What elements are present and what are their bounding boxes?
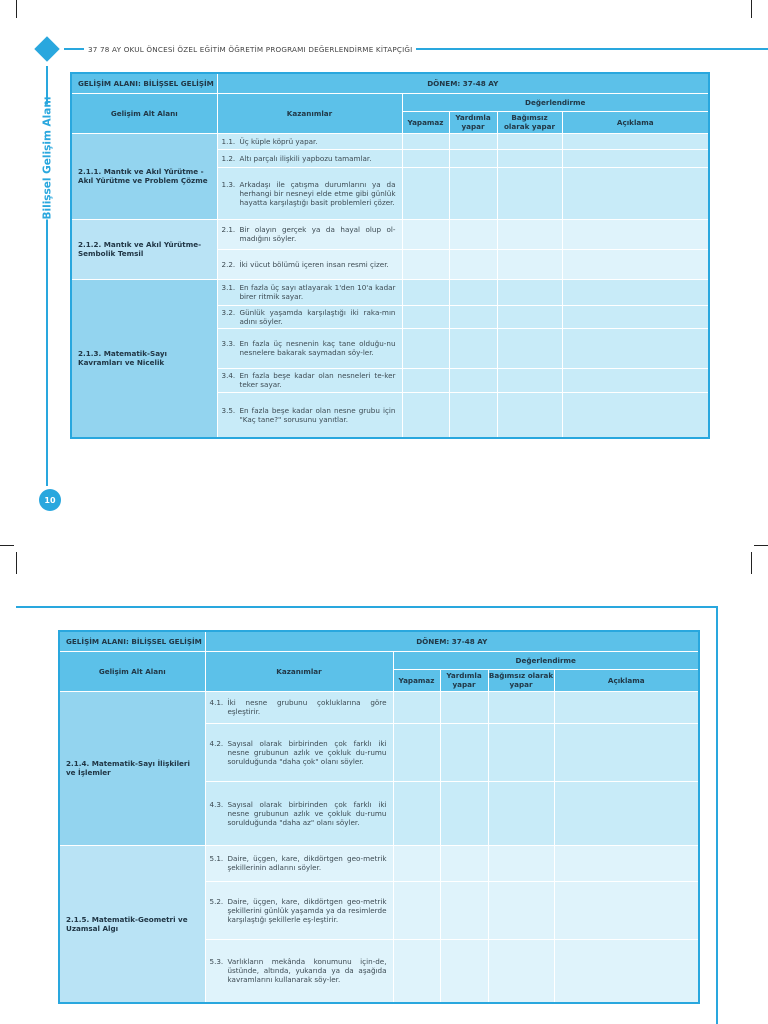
yardimla-cell <box>449 368 497 392</box>
page-number: 10 <box>39 489 61 511</box>
aciklama-cell <box>562 249 709 279</box>
yardimla-cell <box>440 691 488 723</box>
kazanim-cell <box>217 392 402 438</box>
yardimla-cell <box>440 723 488 781</box>
bagimsiz-cell <box>497 279 562 305</box>
kazanim-number: 5.1. <box>209 854 224 863</box>
bagimsiz-cell <box>497 133 562 149</box>
crop-mark <box>751 552 752 574</box>
area-title: GELİŞİM ALANI: BİLİŞSEL GELİŞİM <box>71 73 217 93</box>
yapamaz-cell <box>402 149 449 167</box>
kazanim-cell <box>217 328 402 368</box>
kazanim-number: 4.2. <box>209 738 224 748</box>
bagimsiz-cell <box>497 167 562 219</box>
running-header: 37 78 AY OKUL ÖNCESİ ÖZEL EĞİTİM ÖĞRETİM PROGRAMI DEĞERLENDİRME KİTAPÇIĞI <box>84 45 416 54</box>
yapamaz-cell <box>402 133 449 149</box>
table-row <box>71 133 709 149</box>
kazanim-number: 3.5. <box>221 405 236 415</box>
page2-top-rule <box>16 606 718 608</box>
bagimsiz-cell <box>497 149 562 167</box>
kazanim-cell <box>205 691 393 723</box>
kazanim-item <box>222 371 396 389</box>
kazanim-number: 2.2. <box>221 259 236 269</box>
kazanim-number: 1.3. <box>221 179 236 189</box>
kazanim-item <box>222 283 396 301</box>
yardimla-cell <box>449 305 497 328</box>
table-row <box>71 219 709 249</box>
sub-area-cell: 2.1.4. Matematik-Sayı İlişkileri ve İşlemler <box>59 691 205 845</box>
evaluation-table-2 <box>58 630 700 1004</box>
kazanim-item <box>210 739 387 766</box>
kazanim-number: 3.4. <box>221 371 236 380</box>
kazanim-item <box>210 854 387 872</box>
kazanim-text: En fazla beşe kadar olan nesneleri te-ker teker sayar. <box>239 371 396 389</box>
yapamaz-cell <box>402 249 449 279</box>
bagimsiz-cell <box>488 939 554 1003</box>
kazanim-item <box>222 137 396 146</box>
col-aciklama: Açıklama <box>554 669 699 691</box>
kazanim-number: 4.3. <box>209 799 224 809</box>
col-yardimla: Yardımla yapar <box>449 111 497 133</box>
aciklama-cell <box>562 149 709 167</box>
col-bagimsiz: Bağımsız olarak yapar <box>488 671 554 689</box>
yardimla-cell <box>440 845 488 881</box>
bagimsiz-cell <box>497 328 562 368</box>
kazanim-cell <box>205 845 393 881</box>
yapamaz-cell <box>402 279 449 305</box>
col-yapamaz: Yapamaz <box>402 111 449 133</box>
col-yapamaz: Yapamaz <box>393 669 440 691</box>
aciklama-cell <box>562 368 709 392</box>
period-title: DÖNEM: 37-48 AY <box>205 631 699 651</box>
kazanim-number: 4.1. <box>209 698 224 707</box>
table-body-1 <box>71 73 709 438</box>
kazanim-cell <box>217 305 402 328</box>
bagimsiz-cell <box>488 881 554 939</box>
yardimla-cell <box>449 149 497 167</box>
yapamaz-cell <box>402 219 449 249</box>
bagimsiz-cell <box>497 249 562 279</box>
kazanim-text: En fazla beşe kadar olan nesne grubu için "Kaç tane?" sorusunu yanıtlar. <box>239 405 396 424</box>
yapamaz-cell <box>402 328 449 368</box>
kazanim-cell <box>205 781 393 845</box>
kazanim-cell <box>205 939 393 1003</box>
yapamaz-cell <box>402 305 449 328</box>
aciklama-cell <box>562 328 709 368</box>
yardimla-cell <box>440 881 488 939</box>
kazanim-number: 3.3. <box>221 339 236 348</box>
kazanim-item <box>210 800 387 827</box>
page2-side-rule <box>716 606 718 1024</box>
side-label: Bilişsel Gelişim Alanı <box>41 96 54 220</box>
col-sub-area: Gelişim Alt Alanı <box>59 651 205 691</box>
kazanim-item <box>222 308 396 326</box>
sub-area-cell: 2.1.5. Matematik-Geometri ve Uzamsal Algı <box>59 845 205 1003</box>
header-diamond-icon <box>34 36 59 61</box>
yardimla-cell <box>449 392 497 438</box>
table-row <box>71 279 709 305</box>
yapamaz-cell <box>402 167 449 219</box>
aciklama-cell <box>554 723 699 781</box>
bagimsiz-cell <box>497 219 562 249</box>
yardimla-cell <box>449 133 497 149</box>
col-evaluation: Değerlendirme <box>402 93 709 111</box>
kazanim-text: Varlıkların mekânda konumunu için-de, üstünde, altında, yukarıda ya da aşağıda kavramlarını kullanarak söy-ler. <box>227 957 387 985</box>
kazanim-number: 3.2. <box>221 307 236 317</box>
aciklama-cell <box>562 279 709 305</box>
kazanim-number: 3.1. <box>221 283 236 292</box>
col-kazanim: Kazanımlar <box>217 93 402 133</box>
aciklama-cell <box>554 691 699 723</box>
bagimsiz-cell <box>497 392 562 438</box>
kazanim-cell <box>217 249 402 279</box>
kazanim-cell <box>217 149 402 167</box>
aciklama-cell <box>562 133 709 149</box>
col-aciklama: Açıklama <box>562 111 709 133</box>
yardimla-cell <box>449 328 497 368</box>
aciklama-cell <box>562 392 709 438</box>
sub-area-cell: 2.1.3. Matematik-Sayı Kavramları ve Nicelik <box>71 279 217 438</box>
kazanim-text: Üç küple köprü yapar. <box>239 136 318 146</box>
kazanim-item <box>210 957 387 984</box>
yapamaz-cell <box>402 368 449 392</box>
aciklama-cell <box>562 167 709 219</box>
col-yardimla: Yardımla yapar <box>440 669 488 691</box>
sub-area-cell: 2.1.2. Mantık ve Akıl Yürütme- Sembolik Temsil <box>71 219 217 279</box>
kazanim-cell <box>217 279 402 305</box>
yapamaz-cell <box>393 781 440 845</box>
yardimla-cell <box>449 279 497 305</box>
yardimla-cell <box>449 219 497 249</box>
yapamaz-cell <box>393 881 440 939</box>
kazanim-item <box>210 897 387 924</box>
yapamaz-cell <box>402 392 449 438</box>
kazanim-text: Bir olayın gerçek ya da hayal olup ol-madığını söyler. <box>239 225 396 243</box>
header-row <box>59 631 699 651</box>
kazanim-text: Altı parçalı ilişkili yapbozu tamamlar. <box>239 153 372 163</box>
yardimla-cell <box>449 249 497 279</box>
kazanim-item <box>222 180 396 207</box>
yardimla-cell <box>440 781 488 845</box>
table-body-2 <box>59 631 699 1003</box>
bagimsiz-cell <box>488 723 554 781</box>
kazanim-number: 1.1. <box>221 136 236 146</box>
aciklama-cell <box>554 939 699 1003</box>
crop-mark <box>0 545 14 546</box>
kazanim-text: Daire, üçgen, kare, dikdörtgen geo-metrik şekillerinin adlarını söyler. <box>227 854 387 872</box>
kazanim-cell <box>205 723 393 781</box>
header-row <box>71 73 709 93</box>
kazanim-text: Sayısal olarak birbirinden çok farklı iki nesne grubunun azlık ve çokluk du-rumu sorulduğunda "daha çok" olanı söyler. <box>227 738 387 766</box>
crop-mark <box>751 0 752 18</box>
kazanim-text: Daire, üçgen, kare, dikdörtgen geo-metrik şekillerini günlük yaşamda ya da resimlerde karşılaştığı şekillerle eş-leştirir. <box>227 896 387 924</box>
area-title: GELİŞİM ALANI: BİLİŞSEL GELİŞİM <box>59 631 205 651</box>
kazanim-cell <box>205 881 393 939</box>
aciklama-cell <box>554 881 699 939</box>
kazanim-number: 1.2. <box>221 153 236 163</box>
kazanim-item <box>222 406 396 424</box>
evaluation-table-1 <box>70 72 710 439</box>
aciklama-cell <box>562 219 709 249</box>
kazanim-text: İki vücut bölümü içeren insan resmi çizer. <box>239 259 389 269</box>
bagimsiz-cell <box>488 845 554 881</box>
table-row <box>59 691 699 723</box>
yapamaz-cell <box>393 723 440 781</box>
col-evaluation: Değerlendirme <box>393 651 699 669</box>
kazanim-item <box>210 698 387 716</box>
crop-mark <box>16 552 17 574</box>
bagimsiz-cell <box>488 781 554 845</box>
bagimsiz-cell <box>488 691 554 723</box>
kazanim-text: En fazla üç nesnenin kaç tane olduğu-nu nesnelere bakarak saymadan söy-ler. <box>239 339 396 357</box>
col-kazanim: Kazanımlar <box>205 651 393 691</box>
aciklama-cell <box>554 845 699 881</box>
kazanim-item <box>222 225 396 243</box>
header-row <box>59 651 699 669</box>
kazanim-cell <box>217 219 402 249</box>
kazanim-item <box>222 260 396 269</box>
aciklama-cell <box>562 305 709 328</box>
kazanim-item <box>222 339 396 357</box>
yardimla-cell <box>449 167 497 219</box>
side-tab <box>40 66 54 486</box>
kazanim-cell <box>217 133 402 149</box>
table-row <box>59 845 699 881</box>
yapamaz-cell <box>393 691 440 723</box>
crop-mark <box>754 545 768 546</box>
kazanim-text: Sayısal olarak birbirinden çok farklı iki nesne grubunun azlık ve çokluk du-rumu sorulduğunda "daha az" olanı söyler. <box>227 799 387 827</box>
kazanim-text: Günlük yaşamda karşılaştığı iki raka-mın adını söyler. <box>239 307 396 326</box>
col-bagimsiz: Bağımsız olarak yapar <box>497 111 562 133</box>
aciklama-cell <box>554 781 699 845</box>
kazanim-number: 5.3. <box>209 957 224 967</box>
yapamaz-cell <box>393 845 440 881</box>
kazanim-number: 2.1. <box>221 225 236 234</box>
bagimsiz-cell <box>497 305 562 328</box>
kazanim-item <box>222 154 396 163</box>
crop-mark <box>16 0 17 18</box>
kazanim-text: İki nesne grubunu çokluklarına göre eşleştirir. <box>227 698 387 716</box>
kazanim-text: En fazla üç sayı atlayarak 1'den 10'a kadar birer ritmik sayar. <box>239 283 396 301</box>
kazanim-number: 5.2. <box>209 896 224 906</box>
yapamaz-cell <box>393 939 440 1003</box>
header-row <box>71 93 709 111</box>
kazanim-text: Arkadaşı ile çatışma durumlarını ya da herhangi bir nesneyi elde etme gibi günlük hayatta karşılaştığı basit problemleri çözer. <box>239 179 396 207</box>
yardimla-cell <box>440 939 488 1003</box>
period-title: DÖNEM: 37-48 AY <box>217 73 709 93</box>
sub-area-cell: 2.1.1. Mantık ve Akıl Yürütme -Akıl Yürütme ve Problem Çözme <box>71 133 217 219</box>
bagimsiz-cell <box>497 368 562 392</box>
kazanim-cell <box>217 368 402 392</box>
kazanim-cell <box>217 167 402 219</box>
col-sub-area: Gelişim Alt Alanı <box>71 93 217 133</box>
